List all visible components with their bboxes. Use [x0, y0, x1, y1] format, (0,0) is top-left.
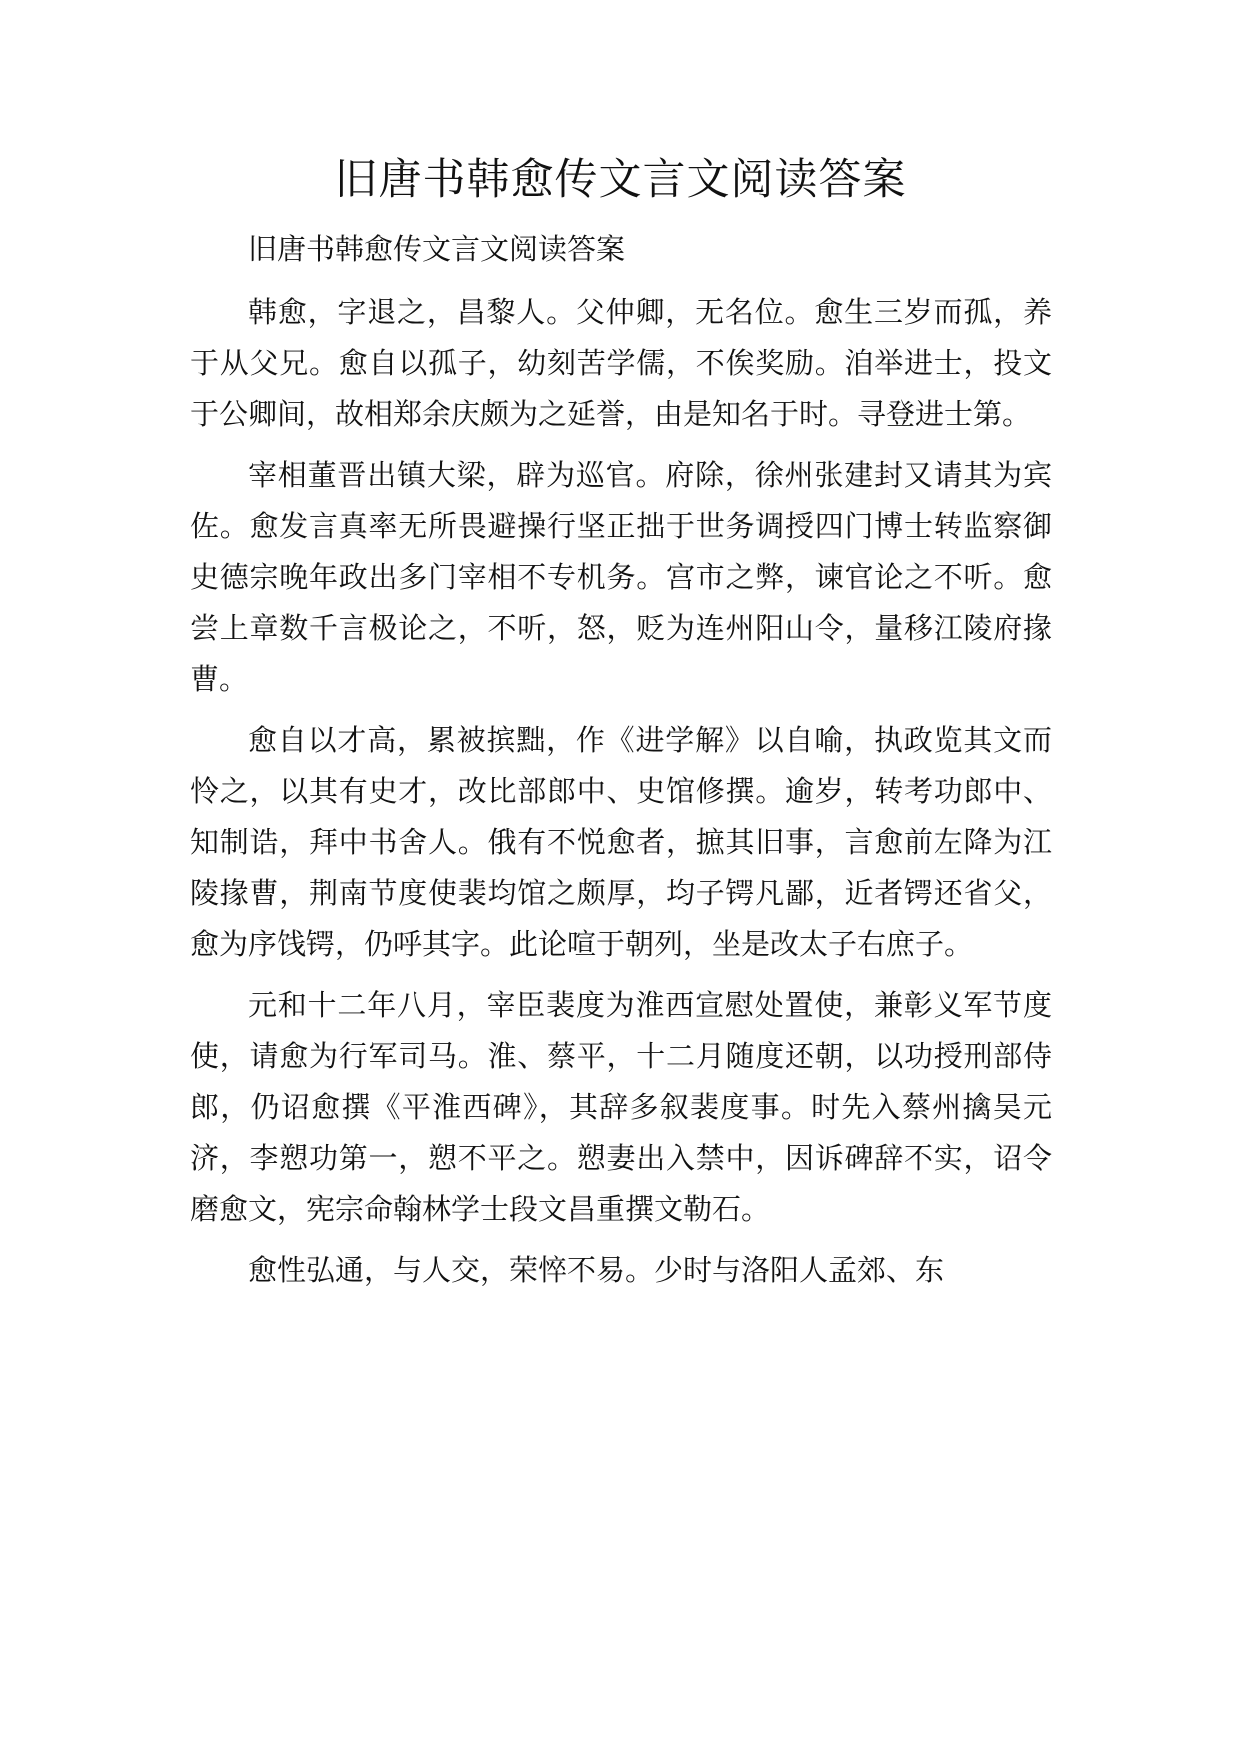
paragraph-4: 元和十二年八月，宰臣裴度为淮西宣慰处置使，兼彰义军节度使，请愈为行军司马。淮、蔡平，十二月随度还朝，以功授刑部侍郎，仍诏愈撰《平淮西碑》，其辞多叙裴度事。时先入蔡州擒吴元济，李愬功第一，愬不平之。愬妻出入禁中，因诉碑辞不实，诏令磨愈文，宪宗命翰林学士段文昌重撰文勒石。: [190, 988, 1052, 1226]
document-body: [190, 224, 1052, 1306]
paragraph-2: 宰相董晋出镇大梁，辟为巡官。府除，徐州张建封又请其为宾佐。愈发言真率无所畏避操行坚正拙于世务调授四门博士转监察御史德宗晚年政出多门宰相不专机务。宫市之弊，谏官论之不听。愈尝上章数千言极论之，不听，怒，贬为连州阳山令，量移江陵府掾曹。: [190, 458, 1052, 696]
document-subtitle: 旧唐书韩愈传文言文阅读答案: [248, 232, 626, 266]
document-title: 旧唐书韩愈传文言文阅读答案: [334, 155, 907, 205]
paragraph-3: 愈自以才高，累被摈黜，作《进学解》以自喻，执政览其文而怜之，以其有史才，改比部郎中、史馆修撰。逾岁，转考功郎中、知制诰，拜中书舍人。俄有不悦愈者，摭其旧事，言愈前左降为江陵掾曹，荆南节度使裴均馆之颇厚，均子锷凡鄙，近者锷还省父，愈为序饯锷，仍呼其字。此论喧于朝列，坐是改太子右庶子。: [190, 723, 1052, 961]
paragraph-5: 愈性弘通，与人交，荣悴不易。少时与洛阳人孟郊、东: [248, 1253, 945, 1287]
paragraph-1: 韩愈，字退之，昌黎人。父仲卿，无名位。愈生三岁而孤，养于从父兄。愈自以孤子，幼刻苦学儒，不俟奖励。洎举进士，投文于公卿间，故相郑余庆颇为之延誉，由是知名于时。寻登进士第。: [190, 295, 1052, 431]
